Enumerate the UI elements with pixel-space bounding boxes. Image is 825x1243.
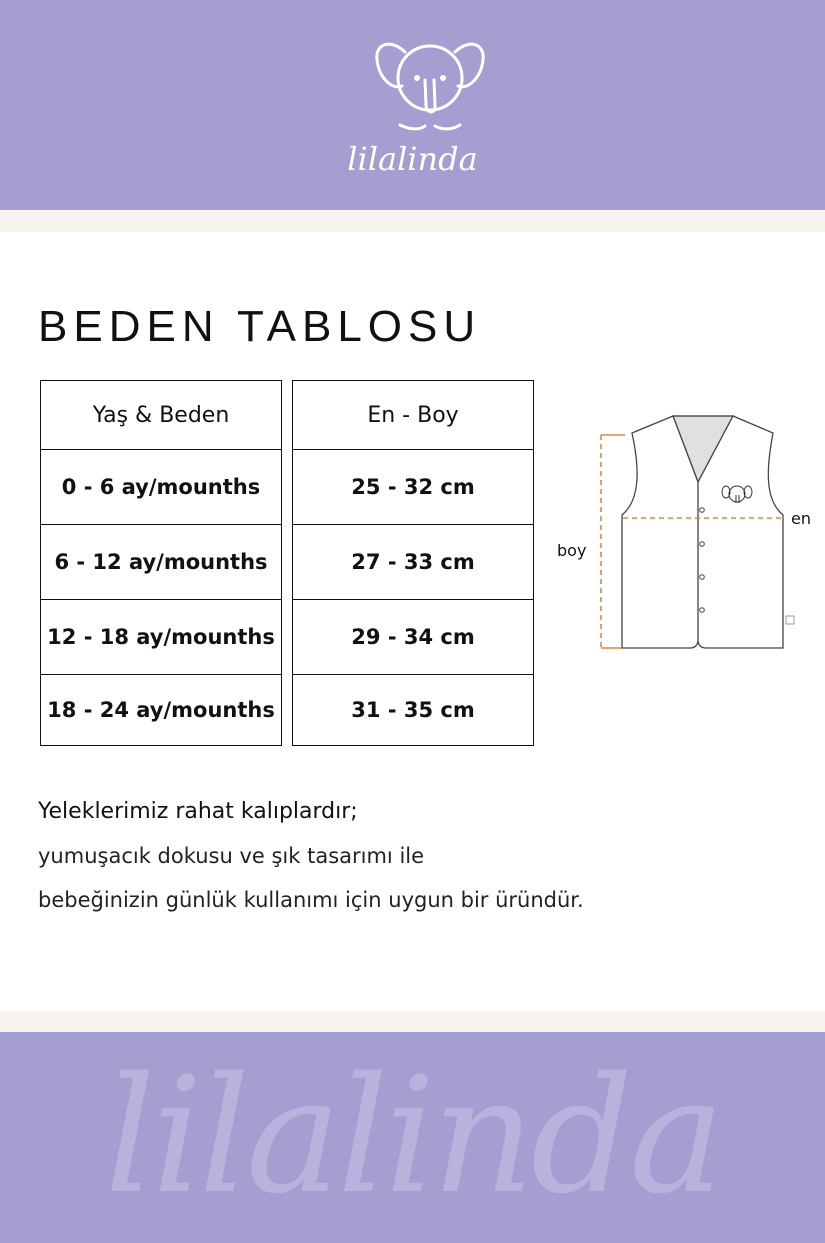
vest-label-tag [786, 616, 794, 624]
page-title: BEDEN TABLOSU [38, 302, 482, 351]
description-line: bebeğinizin günlük kullanımı için uygun bir üründür. [38, 888, 584, 912]
width-label: en [791, 509, 811, 528]
table-header-dims: En - Boy [293, 381, 534, 450]
divider-band [0, 1011, 825, 1032]
table-cell-dims: 31 - 35 cm [293, 675, 534, 746]
description-lead: Yeleklerimiz rahat kalıplardır; [38, 799, 358, 824]
table-cell-age: 6 - 12 ay/mounths [41, 525, 282, 600]
description [38, 790, 584, 922]
description-line: yumuşacık dokusu ve şık tasarımı ile [38, 844, 425, 868]
footer-banner [0, 1032, 825, 1243]
brand-watermark: lilalinda [104, 1042, 721, 1229]
table-cell-dims: 29 - 34 cm [293, 600, 534, 675]
table-cell-age: 18 - 24 ay/mounths [41, 675, 282, 746]
height-label: boy [557, 541, 587, 560]
brand-logo-text: lilalinda [347, 140, 478, 178]
table-cell-dims: 27 - 33 cm [293, 525, 534, 600]
table-cell-dims: 25 - 32 cm [293, 450, 534, 525]
table-cell-age: 12 - 18 ay/mounths [41, 600, 282, 675]
table-header-age: Yaş & Beden [41, 381, 282, 450]
table-cell-age: 0 - 6 ay/mounths [41, 450, 282, 525]
